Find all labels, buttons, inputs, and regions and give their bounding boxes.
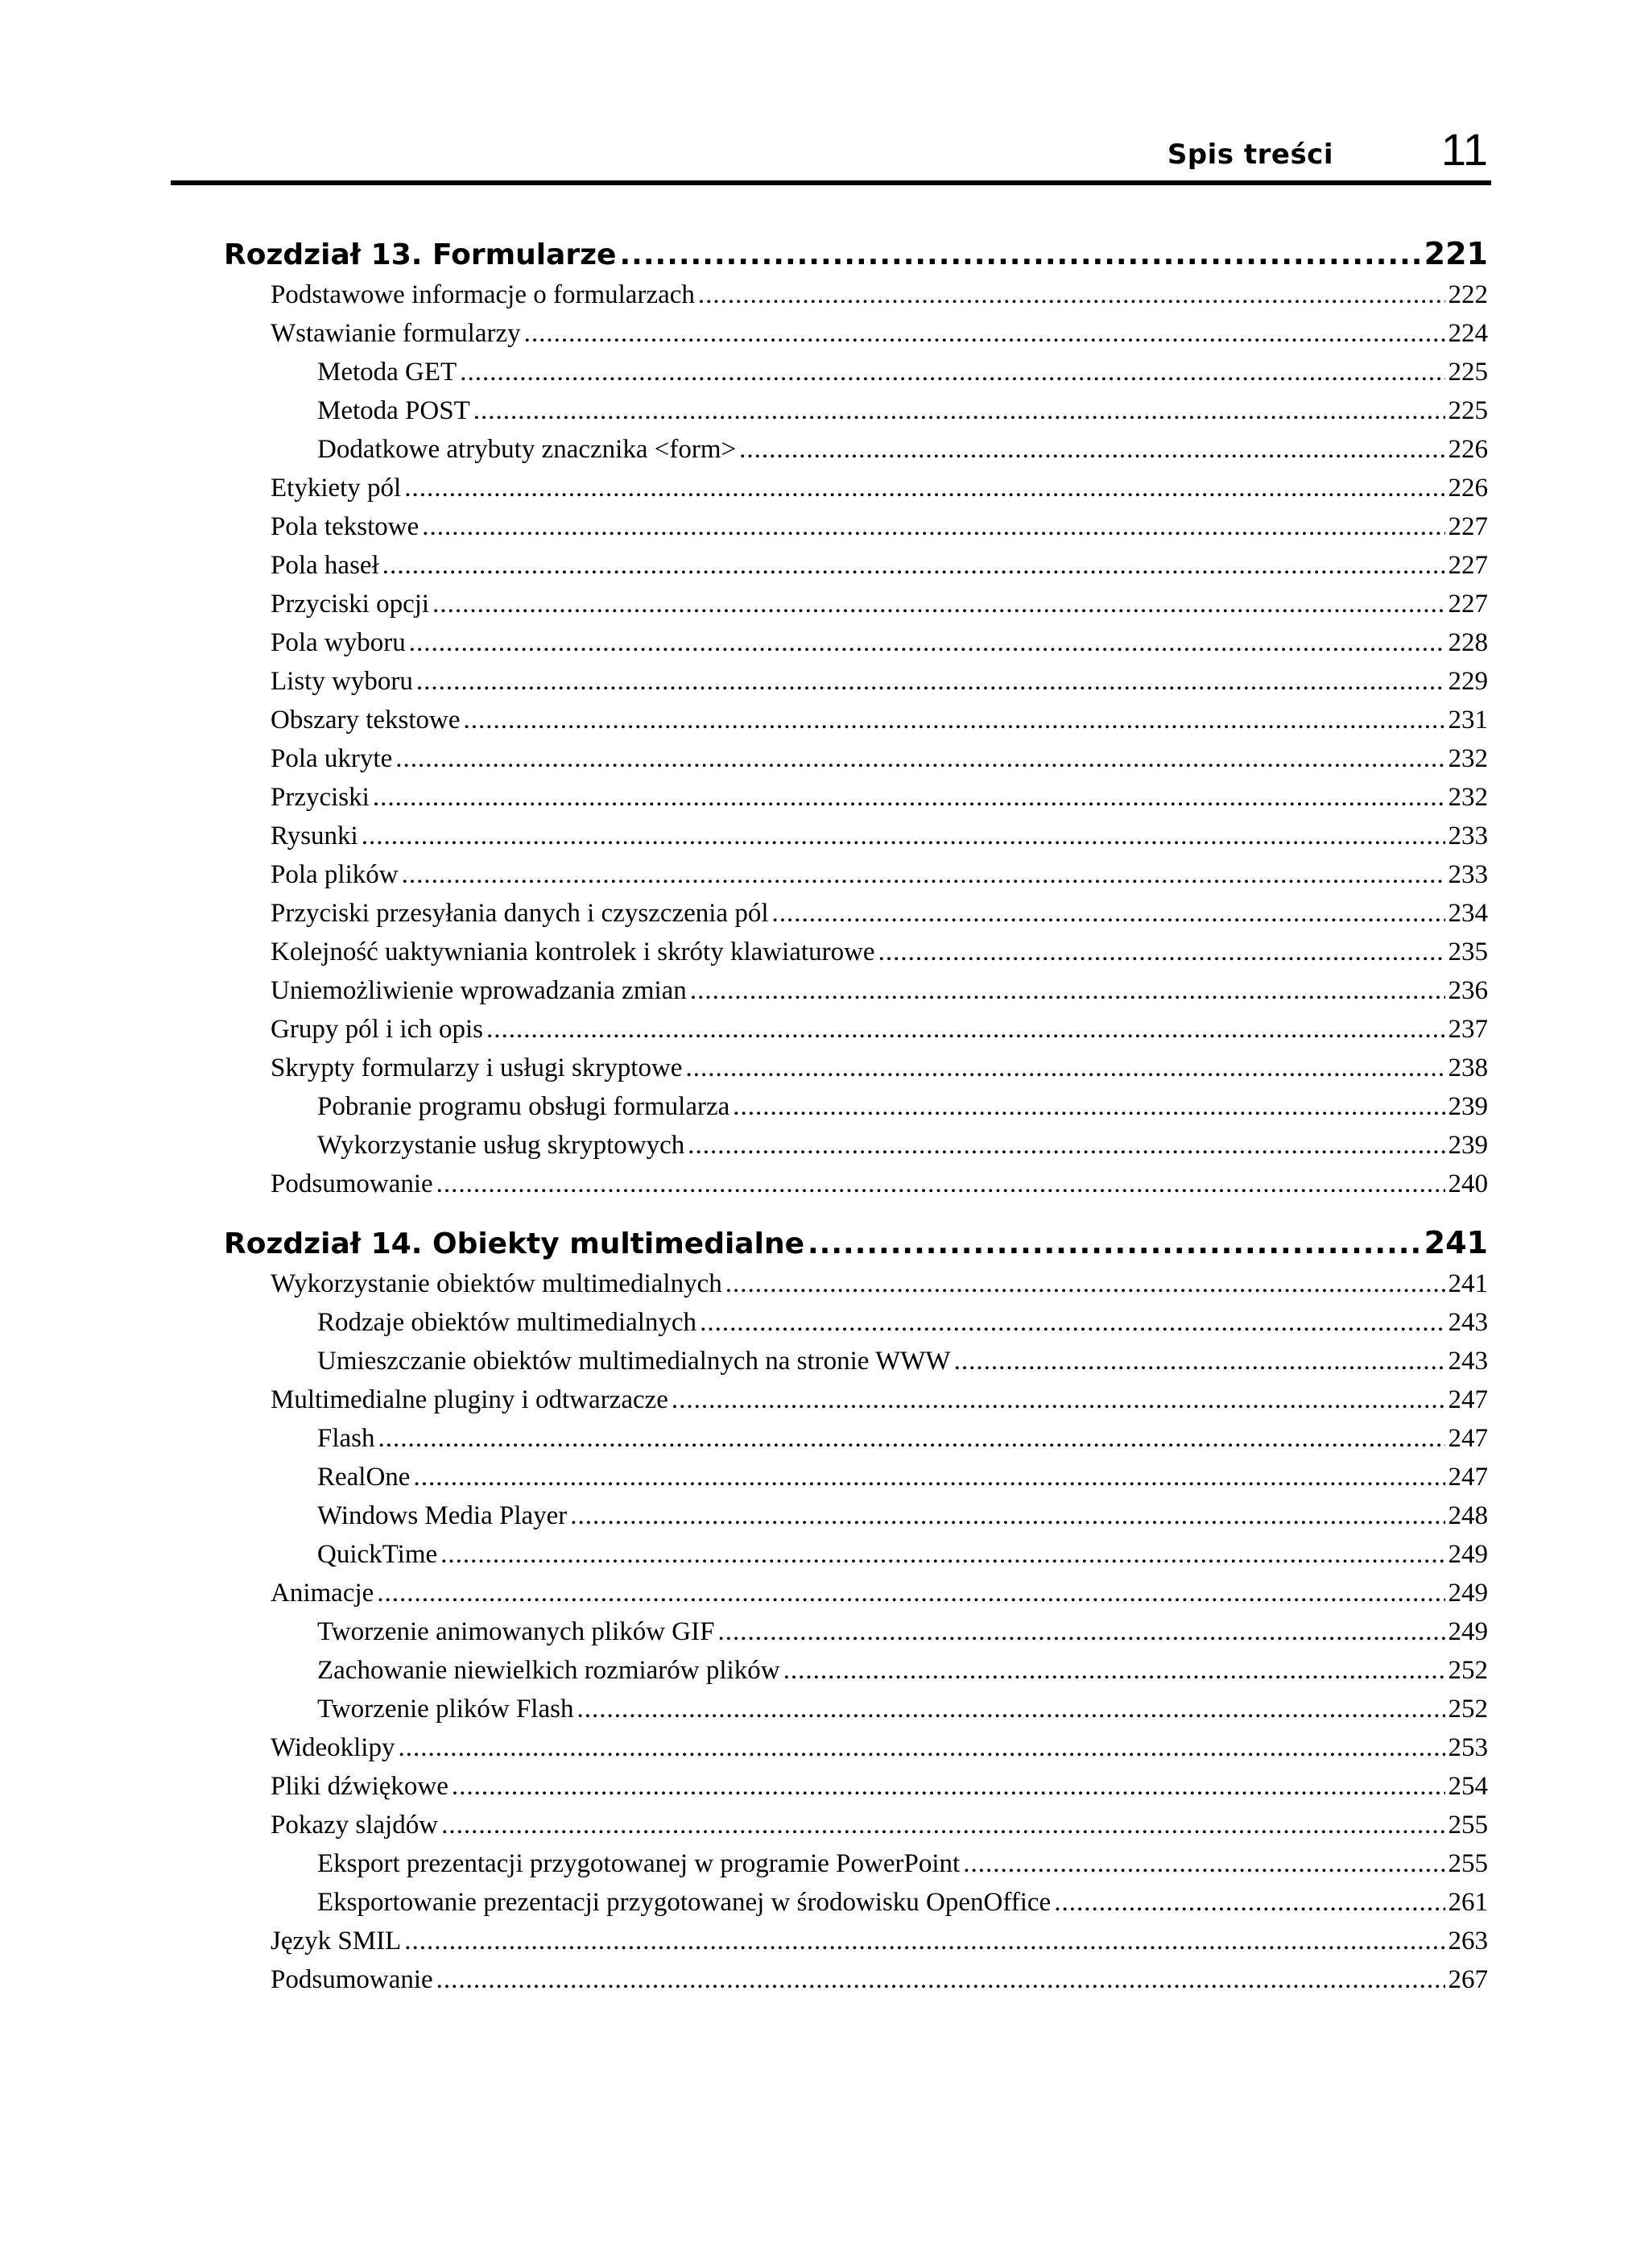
entry-title: Umieszczanie obiektów multimedialnych na stronie WWW (317, 1347, 951, 1376)
entry-page-number: 225 (1448, 358, 1488, 387)
dot-leader (577, 1690, 1444, 1728)
toc-entry[interactable] (224, 507, 1488, 546)
dot-leader (700, 1303, 1444, 1342)
entry-title: Przyciski opcji (271, 590, 430, 619)
page-number: 11 (1440, 124, 1488, 175)
toc-entry[interactable] (224, 1010, 1488, 1049)
entry-title: Metoda GET (317, 358, 457, 387)
dot-leader (432, 585, 1444, 623)
dot-leader (436, 1165, 1445, 1203)
toc-subentry[interactable] (224, 353, 1488, 391)
toc-entry[interactable] (224, 1922, 1488, 1960)
dot-leader (672, 1380, 1445, 1419)
toc-entry[interactable] (224, 894, 1488, 933)
entry-page-number: 227 (1448, 590, 1488, 619)
entry-page-number: 247 (1448, 1463, 1488, 1492)
toc-subentry[interactable] (224, 1844, 1488, 1883)
entry-title: Pola tekstowe (271, 512, 419, 541)
toc-entry[interactable] (224, 314, 1488, 353)
entry-page-number: 243 (1448, 1347, 1488, 1376)
entry-title: Język SMIL (271, 1927, 402, 1956)
entry-title: Podstawowe informacje o formularzach (271, 280, 695, 309)
entry-title: Windows Media Player (317, 1501, 568, 1530)
chapter-page-number: 221 (1424, 236, 1488, 271)
entry-page-number: 261 (1448, 1888, 1488, 1917)
dot-leader (402, 855, 1445, 894)
toc-subentry[interactable] (224, 1883, 1488, 1922)
toc-entry[interactable] (224, 1960, 1488, 1999)
entry-title: RealOne (317, 1463, 411, 1492)
dot-leader (783, 1651, 1445, 1690)
entry-page-number: 248 (1448, 1501, 1488, 1530)
dot-leader (373, 778, 1445, 817)
chapter-heading[interactable] (224, 1221, 1488, 1264)
toc-entry[interactable] (224, 1767, 1488, 1806)
dot-leader (398, 1728, 1444, 1767)
toc-subentry[interactable] (224, 391, 1488, 430)
toc-subentry[interactable] (224, 1458, 1488, 1496)
entry-page-number: 222 (1448, 280, 1488, 309)
dot-leader (362, 817, 1445, 855)
entry-page-number: 252 (1448, 1656, 1488, 1685)
entry-title: Przyciski (271, 783, 370, 812)
running-header (171, 113, 1491, 185)
chapter-block (224, 1221, 1488, 1999)
dot-leader (698, 275, 1445, 314)
toc-entry[interactable] (224, 739, 1488, 778)
entry-page-number: 233 (1448, 822, 1488, 850)
dot-leader (460, 353, 1444, 391)
entry-title: Pola haseł (271, 551, 379, 580)
entry-page-number: 226 (1448, 435, 1488, 464)
table-of-contents (224, 232, 1488, 2017)
entry-title: Przyciski przesyłania danych i czyszczenia pól (271, 899, 769, 928)
dot-leader (409, 623, 1445, 662)
toc-entry[interactable] (224, 1806, 1488, 1844)
entry-title: Pokazy slajdów (271, 1811, 439, 1840)
dot-leader (382, 546, 1445, 585)
dot-leader (452, 1767, 1445, 1806)
entry-page-number: 235 (1448, 937, 1488, 966)
entry-page-number: 255 (1448, 1849, 1488, 1878)
toc-subentry[interactable] (224, 430, 1488, 469)
entry-page-number: 239 (1448, 1092, 1488, 1121)
entry-title: Pliki dźwiękowe (271, 1772, 448, 1801)
dot-leader (878, 933, 1445, 971)
entry-page-number: 233 (1448, 860, 1488, 889)
dot-leader (473, 391, 1445, 430)
entry-title: Dodatkowe atrybuty znacznika <form> (317, 435, 737, 464)
entry-title: Pola wyboru (271, 628, 406, 657)
dot-leader (404, 469, 1444, 507)
entry-page-number: 249 (1448, 1579, 1488, 1608)
entry-page-number: 232 (1448, 744, 1488, 773)
entry-page-number: 231 (1448, 706, 1488, 735)
entry-title: Tworzenie plików Flash (317, 1695, 574, 1724)
toc-entry[interactable] (224, 1049, 1488, 1087)
entry-title: Multimedialne pluginy i odtwarzacze (271, 1385, 668, 1414)
entry-title: Grupy pól i ich opis (271, 1015, 483, 1044)
entry-page-number: 238 (1448, 1053, 1488, 1082)
entry-title: Skrypty formularzy i usługi skryptowe (271, 1053, 683, 1082)
dot-leader (1054, 1883, 1444, 1922)
chapter-heading[interactable] (224, 232, 1488, 275)
entry-page-number: 239 (1448, 1131, 1488, 1160)
entry-title: Wykorzystanie usług skryptowych (317, 1131, 685, 1160)
toc-subentry[interactable] (224, 1612, 1488, 1651)
dot-leader (524, 314, 1445, 353)
toc-entry[interactable] (224, 1728, 1488, 1767)
dot-leader (570, 1496, 1444, 1535)
dot-leader (440, 1535, 1444, 1574)
chapter-block (224, 232, 1488, 1203)
entry-page-number: 252 (1448, 1695, 1488, 1724)
dot-leader (441, 1806, 1444, 1844)
entry-page-number: 236 (1448, 976, 1488, 1005)
toc-entry[interactable] (224, 817, 1488, 855)
entry-title: Wideoklipy (271, 1733, 395, 1762)
entry-page-number: 243 (1448, 1308, 1488, 1337)
toc-subentry[interactable] (224, 1419, 1488, 1458)
entry-title: Etykiety pól (271, 474, 402, 503)
entry-page-number: 226 (1448, 474, 1488, 503)
dot-leader (725, 1264, 1445, 1303)
dot-leader (690, 971, 1445, 1010)
entry-title: Eksportowanie prezentacji przygotowanej w środowisku OpenOffice (317, 1888, 1052, 1917)
dot-leader (404, 1922, 1444, 1960)
entry-title: Tworzenie animowanych plików GIF (317, 1617, 715, 1646)
toc-entry[interactable] (224, 701, 1488, 739)
running-header-title: Spis treści (1167, 139, 1333, 171)
toc-entry[interactable] (224, 662, 1488, 701)
dot-leader (619, 234, 1420, 277)
entry-title: Flash (317, 1424, 375, 1453)
entry-page-number: 253 (1448, 1733, 1488, 1762)
entry-title: Pola ukryte (271, 744, 393, 773)
entry-page-number: 247 (1448, 1424, 1488, 1453)
entry-page-number: 229 (1448, 667, 1488, 696)
entry-page-number: 267 (1448, 1965, 1488, 1994)
entry-title: Uniemożliwienie wprowadzania zmian (271, 976, 687, 1005)
entry-title: QuickTime (317, 1540, 438, 1569)
entry-page-number: 227 (1448, 512, 1488, 541)
chapter-title: Rozdział 13. Formularze (224, 238, 617, 271)
dot-leader (378, 1419, 1445, 1458)
dot-leader (954, 1342, 1445, 1380)
toc-entry[interactable] (224, 623, 1488, 662)
toc-entry[interactable] (224, 469, 1488, 507)
entry-title: Wstawianie formularzy (271, 319, 521, 348)
dot-leader (464, 701, 1445, 739)
entry-title: Obszary tekstowe (271, 706, 461, 735)
dot-leader (416, 662, 1445, 701)
entry-page-number: 263 (1448, 1927, 1488, 1956)
entry-page-number: 228 (1448, 628, 1488, 657)
toc-entry[interactable] (224, 1165, 1488, 1203)
toc-subentry[interactable] (224, 1303, 1488, 1342)
entry-title: Podsumowanie (271, 1169, 433, 1198)
entry-page-number: 247 (1448, 1385, 1488, 1414)
dot-leader (733, 1087, 1444, 1126)
dot-leader (739, 430, 1444, 469)
chapter-title: Rozdział 14. Obiekty multimedialne (224, 1227, 804, 1260)
toc-entry[interactable] (224, 275, 1488, 314)
dot-leader (772, 894, 1445, 933)
toc-subentry[interactable] (224, 1535, 1488, 1574)
entry-page-number: 249 (1448, 1540, 1488, 1569)
entry-title: Rysunki (271, 822, 358, 850)
entry-page-number: 240 (1448, 1169, 1488, 1198)
dot-leader (685, 1049, 1444, 1087)
toc-subentry[interactable] (224, 1651, 1488, 1690)
entry-page-number: 227 (1448, 551, 1488, 580)
toc-subentry[interactable] (224, 1496, 1488, 1535)
toc-subentry[interactable] (224, 1087, 1488, 1126)
entry-page-number: 249 (1448, 1617, 1488, 1646)
toc-entry[interactable] (224, 933, 1488, 971)
entry-title: Zachowanie niewielkich rozmiarów plików (317, 1656, 780, 1685)
entry-title: Podsumowanie (271, 1965, 433, 1994)
toc-entry[interactable] (224, 1264, 1488, 1303)
entry-title: Rodzaje obiektów multimedialnych (317, 1308, 697, 1337)
dot-leader (718, 1612, 1445, 1651)
dot-leader (436, 1960, 1445, 1999)
entry-title: Eksport prezentacji przygotowanej w programie PowerPoint (317, 1849, 961, 1878)
dot-leader (413, 1458, 1444, 1496)
dot-leader (963, 1844, 1444, 1883)
toc-entry[interactable] (224, 971, 1488, 1010)
toc-entry[interactable] (224, 585, 1488, 623)
dot-leader (808, 1223, 1421, 1266)
toc-subentry[interactable] (224, 1690, 1488, 1728)
entry-title: Metoda POST (317, 396, 470, 425)
entry-page-number: 232 (1448, 783, 1488, 812)
entry-title: Wykorzystanie obiektów multimedialnych (271, 1269, 722, 1298)
toc-entry[interactable] (224, 1574, 1488, 1612)
entry-page-number: 254 (1448, 1772, 1488, 1801)
entry-title: Animacje (271, 1579, 374, 1608)
entry-title: Pola plików (271, 860, 399, 889)
dot-leader (395, 739, 1444, 778)
entry-page-number: 241 (1448, 1269, 1488, 1298)
entry-page-number: 234 (1448, 899, 1488, 928)
toc-subentry[interactable] (224, 1126, 1488, 1165)
dot-leader (688, 1126, 1444, 1165)
toc-subentry[interactable] (224, 1342, 1488, 1380)
entry-page-number: 255 (1448, 1811, 1488, 1840)
entry-title: Kolejność uaktywniania kontrolek i skróty klawiaturowe (271, 937, 875, 966)
toc-entry[interactable] (224, 855, 1488, 894)
toc-entry[interactable] (224, 546, 1488, 585)
entry-title: Listy wyboru (271, 667, 413, 696)
dot-leader (377, 1574, 1444, 1612)
dot-leader (422, 507, 1444, 546)
chapter-page-number: 241 (1424, 1225, 1488, 1260)
dot-leader (486, 1010, 1445, 1049)
entry-page-number: 237 (1448, 1015, 1488, 1044)
toc-entry[interactable] (224, 1380, 1488, 1419)
toc-entry[interactable] (224, 778, 1488, 817)
entry-title: Pobranie programu obsługi formularza (317, 1092, 730, 1121)
entry-page-number: 225 (1448, 396, 1488, 425)
entry-page-number: 224 (1448, 319, 1488, 348)
